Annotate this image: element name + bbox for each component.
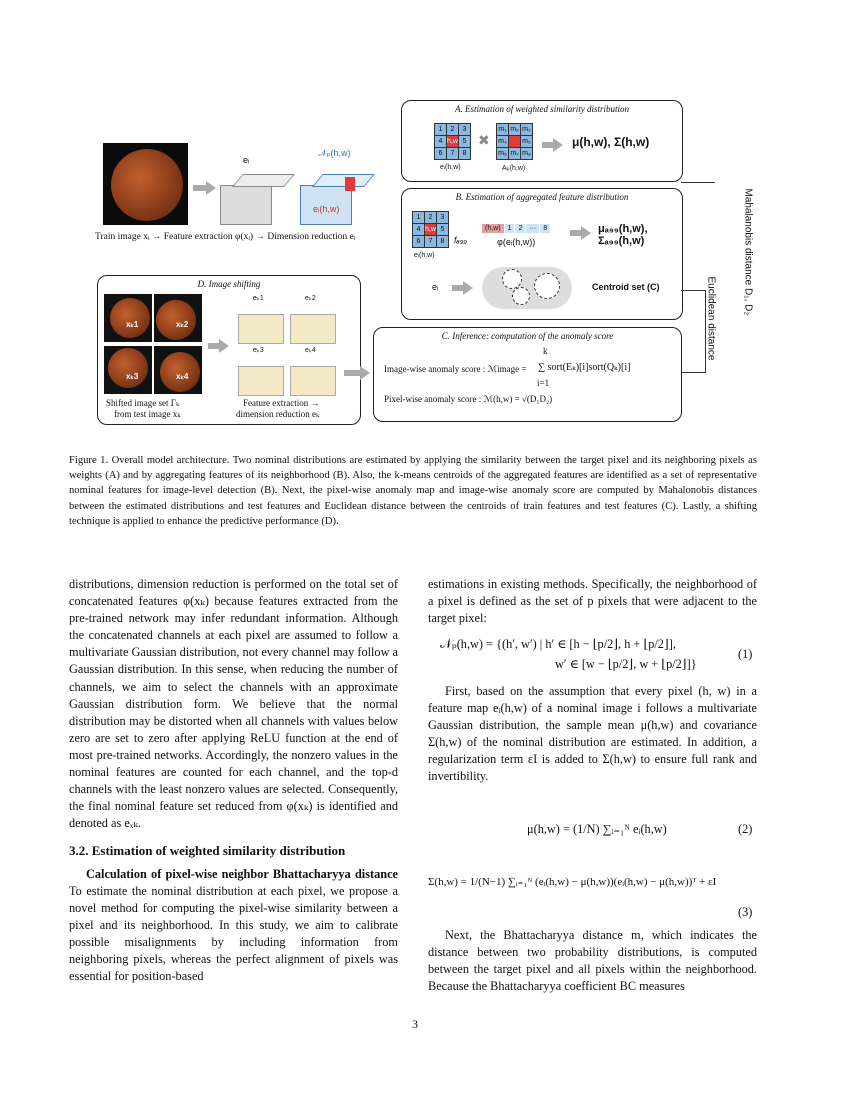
paragraph (69, 866, 398, 986)
feat-label-1: Feature extraction → (243, 398, 320, 408)
feat-label-2: dimension reduction eₖ (236, 409, 320, 419)
section-heading: 3.2. Estimation of weighted similarity distribution (69, 843, 346, 859)
feature-label: eₖ4 (305, 347, 316, 354)
mu-sigma: μ(h,w), Σ(h,w) (572, 135, 650, 149)
feature-label: eₖ2 (305, 295, 316, 302)
grid-cell (509, 136, 520, 147)
neighbor-grid (412, 211, 449, 248)
label-n-p: 𝒩ₚ(h,w) (318, 148, 351, 158)
euclidean-label: Euclidean distance (705, 276, 717, 361)
cluster-circle (502, 269, 522, 289)
grid-cell: h,w (425, 226, 436, 233)
sum-bottom: i=1 (537, 378, 550, 388)
multiply-icon: ✖ (478, 134, 490, 149)
panel-d (97, 275, 361, 425)
grid-cell: 7 (447, 148, 458, 159)
shifted-label-2: from test image xₖ (114, 409, 181, 419)
label-e-i-b: eᵢ (432, 282, 439, 292)
equation-1-number: (1) (738, 647, 753, 661)
equation-3-number: (3) (738, 905, 753, 919)
arrow-icon (581, 226, 591, 240)
panel-c-title: C. Inference: computation of the anomaly score (441, 331, 614, 341)
equation-1-line-1: 𝒩ₚ(h,w) = {(h′, w′) | h′ ∈ [h − ⌊p/2⌋, h + ⌊p/2⌋], (440, 637, 676, 651)
arrow-icon (360, 366, 370, 380)
bar-cell: (h,w) (482, 224, 505, 233)
paragraph: distributions, dimension reduction is performed on the total set of concatenated features φ(xₖ) because features extracted from the pre-trained network may infer redundant information. Although the concatenated channels at each pixel are assumed to follow a multivariate Gaussian distribution, not every channel may follow a Gaussian distribution. In this sense, when reducing the number of channels, we aim to select the channels with an approximate Gaussian distribution form. We believe that the normal distribution may be distorted when all channels with values below zero are set to zero after applying ReLU function at the end of most pre-trained networks. Accordingly, the nonzero values in the nominal features are counted for each channel, and the top-d channels with the least nonzero values are selected. Consequently, the final nominal feature set reduced from φ(xₖ) is identified and denoted as eₓₖ. (69, 577, 398, 831)
feature-label: eₖ3 (253, 347, 264, 354)
label-e-i-hw-b: eᵢ(h,w) (414, 252, 435, 259)
neighbor-grid (434, 123, 471, 160)
grid-cell: 4 (435, 136, 446, 147)
grid-cell: 2 (425, 212, 436, 223)
grid-cell: 8 (437, 236, 448, 247)
grid-cell: 7 (425, 236, 436, 247)
bar-cell: 1 (505, 224, 516, 233)
aggregated-feature-bar (482, 224, 551, 233)
shifted-image (104, 294, 152, 342)
label-e-i: eᵢ (243, 155, 250, 165)
grid-cell: 1 (435, 124, 446, 135)
bar-cell: 8 (540, 224, 551, 233)
shifted-image (154, 294, 202, 342)
shift-label: xₖ1 (126, 320, 139, 329)
paragraph-heading: Calculation of pixel-wise neighbor Bhattacharyya distance (86, 866, 398, 881)
grid-cell: 5 (437, 224, 448, 235)
label-a-p: Aₚ(h,w) (502, 165, 526, 172)
train-image (103, 143, 188, 225)
grid-cell: 4 (413, 224, 424, 235)
grid-cell: 6 (413, 236, 424, 247)
image-score-formula: ∑ sort(Eₖ)[i]sort(Qₖ)[i] (538, 362, 631, 373)
panel-b-title: B. Estimation of aggregated feature distribution (455, 192, 629, 202)
equation-3: Σ(h,w) = 1/(N−1) ∑ᵢ₌₁ᴺ (eᵢ(h,w) − μ(h,w))(eᵢ(h,w) − μ(h,w))ᵀ + εI (428, 876, 717, 888)
grid-cell: m₇ (510, 150, 519, 157)
arrow-icon (219, 339, 229, 353)
paragraph: Next, the Bhattacharyya distance m, which indicates the distance between two probability distributions, is computed between the target pixel and all pixels within the neighborhood. Because the Bhattacharyya coefficient BC measures (428, 928, 757, 994)
centroid-label: Centroid set (C) (592, 282, 660, 292)
grid-cell: h,w (447, 138, 458, 145)
arrow-icon (206, 181, 216, 195)
grid-cell: m₈ (522, 150, 531, 157)
paragraph-text: To estimate the nominal distribution at each pixel, we propose a novel method for computing the pixel-wise similarity between a pixel and its neighborhood. In this study, we aim to calibrate possible misalignments by including information from neighboring pixels, whereas the perfect alignment of pixels was essential for position-based (69, 883, 398, 984)
grid-cell: 1 (413, 212, 424, 223)
pixel-score-label: Pixel-wise anomaly score : ℳ(h,w) = √(D₁D₂) (384, 394, 553, 404)
right-column (428, 576, 757, 627)
panel-d-title: D. Image shifting (197, 279, 261, 289)
shift-label: xₖ2 (176, 320, 189, 329)
grid-cell: m₃ (522, 126, 531, 133)
figure-caption: Figure 1. Overall model architecture. Two nominal distributions are estimated by applying the similarity between the target pixel and its neighboring pixels as weights (A) and by aggregating features of its neighborhood (B). Also, the k-means centroids of the aggregated features are identified as a set of representative nominal features for image-level detection (B). Next, the pixel-wise anomaly map and image-wise anomaly score are computed by Mahalonobis distances between the estimated distributions and test features and Euclidean distance between the centroids of train features and test features (C). Lastly, a shifting technique is applied to enhance the predictive performance (D). (69, 455, 757, 527)
shift-label: xₖ4 (176, 372, 189, 381)
grid-cell: 2 (447, 124, 458, 135)
grid-cell: 3 (459, 124, 470, 135)
bar-cell: ··· (526, 224, 540, 233)
label-phi: φ(eᵢ(h,w)) (497, 237, 536, 247)
grid-cell: m₂ (510, 126, 519, 133)
image-score-label: Image-wise anomaly score : ℳimage = (384, 364, 527, 374)
paragraph: estimations in existing methods. Specifically, the neighborhood of a pixel is defined as the set of p pixels that were adjacent to the target pixel: (428, 577, 757, 626)
shifted-image (104, 346, 152, 394)
label-f-agg: fₐ₉₉ (454, 235, 467, 245)
cluster-circle (534, 273, 560, 299)
panel-c (373, 327, 682, 422)
bhattacharyya-grid (496, 123, 533, 160)
shifted-image (154, 346, 202, 394)
page-number: 3 (412, 1017, 418, 1031)
panel-a (401, 100, 683, 182)
feature-block (220, 185, 272, 225)
grid-cell: m₆ (498, 150, 507, 157)
grid-cell: 8 (459, 148, 470, 159)
grid-cell: m₄ (498, 138, 507, 145)
grid-cell: 5 (459, 136, 470, 147)
equation-2-number: (2) (738, 822, 753, 836)
mu-sigma-agg: μₐ₉₉(h,w), Σₐ₉₉(h,w) (598, 223, 648, 247)
sum-top: k (543, 346, 548, 356)
train-pipeline-label: Train image xᵢ → Feature extraction φ(xᵢ) → Dimension reduction eᵢ (95, 232, 356, 242)
cluster-circle (512, 287, 530, 305)
label-e-i-hw-a: eᵢ(h,w) (440, 164, 461, 171)
equation-1-line-2: w′ ∈ [w − ⌊p/2⌋, w + ⌊p/2⌋]} (555, 657, 697, 671)
right-column-para2 (428, 683, 757, 786)
mahalanobis-label: Mahalanobis distance D₁, D₂ (742, 188, 754, 316)
label-e-i-hw: eᵢ(h,w) (313, 204, 340, 214)
arrow-icon (463, 281, 473, 295)
equation-2: μ(h,w) = (1/N) ∑ᵢ₌₁ᴺ eᵢ(h,w) (527, 822, 667, 836)
arrow-icon (553, 138, 563, 152)
panel-b (401, 188, 683, 320)
bar-cell: 2 (515, 224, 526, 233)
feature-label: eₖ1 (253, 295, 264, 302)
panel-a-title: A. Estimation of weighted similarity distribution (454, 104, 629, 114)
grid-cell: 6 (435, 148, 446, 159)
paragraph: First, based on the assumption that every pixel (h, w) in a feature map eᵢ(h,w) of a nominal image i follows a multivariate Gaussian distribution, the sample mean μ(h,w) and covariance Σ(h,w) of the nominal distribution are estimated. In addition, a regularization term εI is added to Σ(h,w) to ensure full rank and invertibility. (428, 684, 757, 784)
grid-cell: m₁ (498, 126, 507, 133)
shift-label: xₖ3 (126, 372, 139, 381)
left-column (69, 576, 398, 985)
grid-cell: 3 (437, 212, 448, 223)
shifted-label-1: Shifted image set Γₖ (106, 398, 180, 408)
grid-cell: m₅ (522, 138, 531, 145)
right-column-para3 (428, 927, 757, 995)
